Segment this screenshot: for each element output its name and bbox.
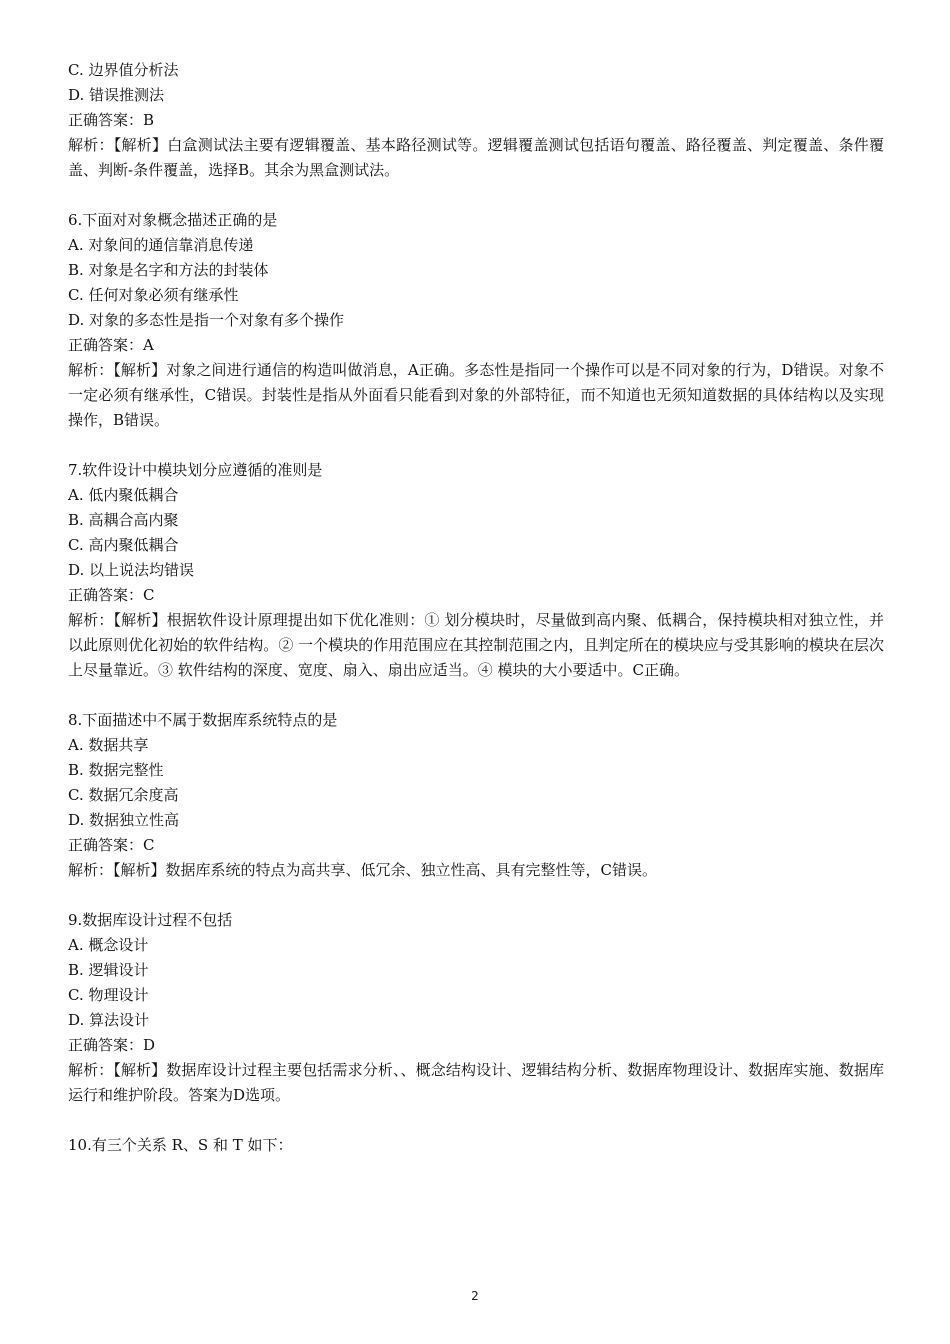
option-b: B. 逻辑设计 (68, 961, 149, 979)
document-page (68, 58, 884, 1158)
answer: 正确答案：A (68, 336, 154, 354)
answer: 正确答案：D (68, 1036, 156, 1054)
option-c: C. 数据冗余度高 (68, 786, 179, 804)
spacer (68, 883, 884, 908)
question-10 (68, 1133, 884, 1158)
option-d: D. 对象的多态性是指一个对象有多个操作 (68, 311, 345, 329)
analysis: 解析：【解析】数据库设计过程主要包括需求分析、、概念结构设计、逻辑结构分析、数据库物理设计、数据库实施、数据库运行和维护阶段。答案为D选项。 (68, 1061, 884, 1104)
question-9 (68, 908, 884, 1108)
option-c: C. 物理设计 (68, 986, 149, 1004)
option-d: D. 以上说法均错误 (68, 561, 195, 579)
spacer (68, 433, 884, 458)
question-8 (68, 708, 884, 883)
analysis: 解析：【解析】对象之间进行通信的构造叫做消息，A正确。多态性是指同一个操作可以是不同对象的行为，D错误。对象不一定必须有继承性，C错误。封装性是指从外面看只能看到对象的外部特征，而不知道也无须知道数据的具体结构以及实现操作，B错误。 (68, 361, 884, 429)
option-b: B. 高耦合高内聚 (68, 511, 179, 529)
question-7 (68, 458, 884, 683)
question-5-continued (68, 58, 884, 183)
option-a: A. 对象间的通信靠消息传递 (68, 236, 254, 254)
question-stem: 9.数据库设计过程不包括 (68, 911, 233, 929)
option-d: D. 算法设计 (68, 1011, 150, 1029)
question-6 (68, 208, 884, 433)
page-number: 2 (471, 1289, 479, 1303)
option-c: C. 高内聚低耦合 (68, 536, 179, 554)
option-b: B. 对象是名字和方法的封装体 (68, 261, 269, 279)
answer: 正确答案：C (68, 836, 155, 854)
question-stem: 7.软件设计中模块划分应遵循的准则是 (68, 461, 323, 479)
analysis: 解析：【解析】数据库系统的特点为高共享、低冗余、独立性高、具有完整性等，C错误。 (68, 861, 657, 879)
question-stem: 10.有三个关系 R、S 和 T 如下： (68, 1136, 293, 1154)
option-a: A. 概念设计 (68, 936, 149, 954)
spacer (68, 1108, 884, 1133)
analysis: 解析：【解析】根据软件设计原理提出如下优化准则：① 划分模块时，尽量做到高内聚、低耦合，保持模块相对独立性，并以此原则优化初始的软件结构。② 一个模块的作用范围应在其控制范围之内，且判定所在的模块应与受其影响的模块在层次上尽量靠近。③ 软件结构的深度、宽度、扇入、扇出应适当。④ 模块的大小要适中。C正确。 (68, 611, 884, 679)
option-a: A. 数据共享 (68, 736, 149, 754)
option-b: B. 数据完整性 (68, 761, 164, 779)
spacer (68, 183, 884, 208)
spacer (68, 683, 884, 708)
answer: 正确答案：B (68, 111, 155, 129)
option-d: D. 错误推测法 (68, 86, 165, 104)
question-stem: 8.下面描述中不属于数据库系统特点的是 (68, 711, 338, 729)
option-c: C. 任何对象必须有继承性 (68, 286, 239, 304)
option-d: D. 数据独立性高 (68, 811, 180, 829)
answer: 正确答案：C (68, 586, 155, 604)
analysis: 解析：【解析】白盒测试法主要有逻辑覆盖、基本路径测试等。逻辑覆盖测试包括语句覆盖、路径覆盖、判定覆盖、条件覆盖、判断-条件覆盖，选择B。其余为黑盒测试法。 (68, 136, 884, 179)
option-c: C. 边界值分析法 (68, 61, 179, 79)
option-a: A. 低内聚低耦合 (68, 486, 179, 504)
question-stem: 6.下面对对象概念描述正确的是 (68, 211, 278, 229)
